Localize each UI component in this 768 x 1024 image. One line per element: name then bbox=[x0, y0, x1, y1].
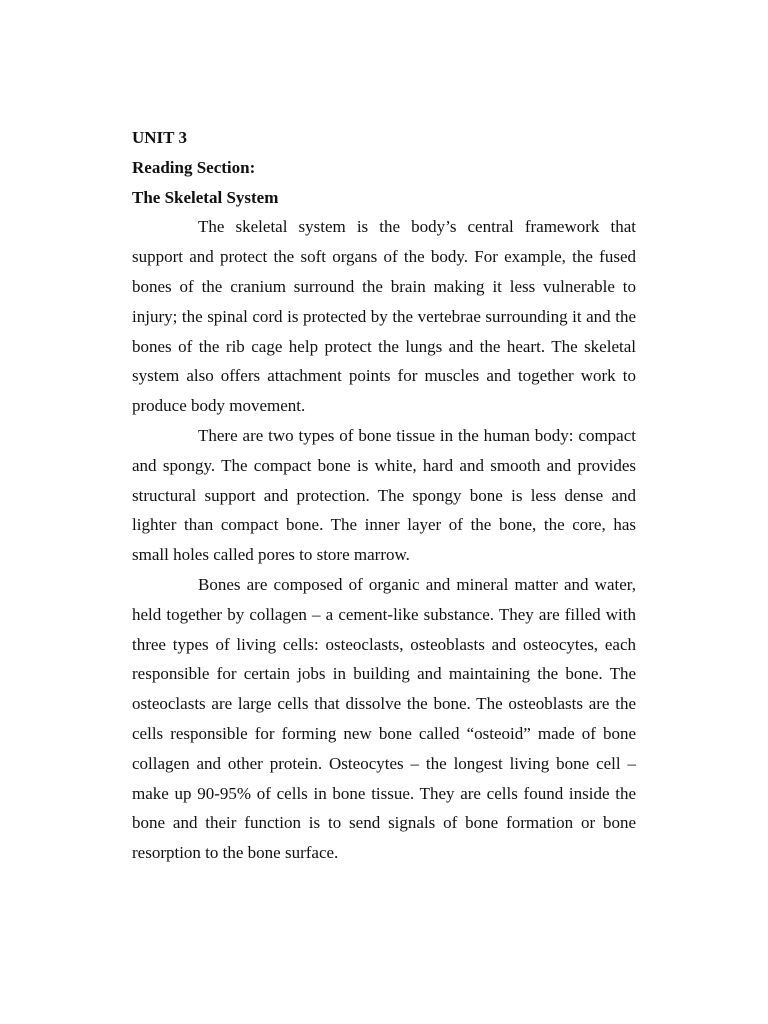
paragraph-intro: The skeletal system is the body’s central framework that support and protect the soft organs of the body. For example, the fused bones of the cranium surround the brain making it less vulnerable to injury; the spinal cord is protected by the vertebrae surrounding it and the bones of the rib cage help protect the lungs and the heart. The skeletal system also offers attachment points for muscles and together work to produce body movement. bbox=[132, 217, 636, 416]
unit-heading: UNIT 3 bbox=[132, 128, 187, 147]
paragraph-bone-tissue: There are two types of bone tissue in the human body: compact and spongy. The compact bone is white, hard and smooth and provides structural support and protection. The spongy bone is less dense and lighter than compact bone. The inner layer of the bone, the core, has small holes called pores to store marrow. bbox=[132, 425, 636, 565]
document-title: The Skeletal System bbox=[132, 187, 279, 207]
paragraph-bone-composition: Bones are composed of organic and mineral matter and water, held together by collagen – a cement-like substance. They are filled with three types of living cells: osteoclasts, osteoblasts and osteocytes, each responsible for certain jobs in building and maintaining the bone. The osteoclasts are large cells that dissolve the bone. The osteoblasts are the cells responsible for forming new bone called “osteoid” made of bone collagen and other protein. Osteocytes – the longest living bone cell – make up 90-95% of cells in bone tissue. They are cells found inside the bone and their function is to send signals of bone formation or bone resorption to the bone surface. bbox=[132, 574, 636, 863]
section-heading: Reading Section: bbox=[132, 157, 256, 177]
